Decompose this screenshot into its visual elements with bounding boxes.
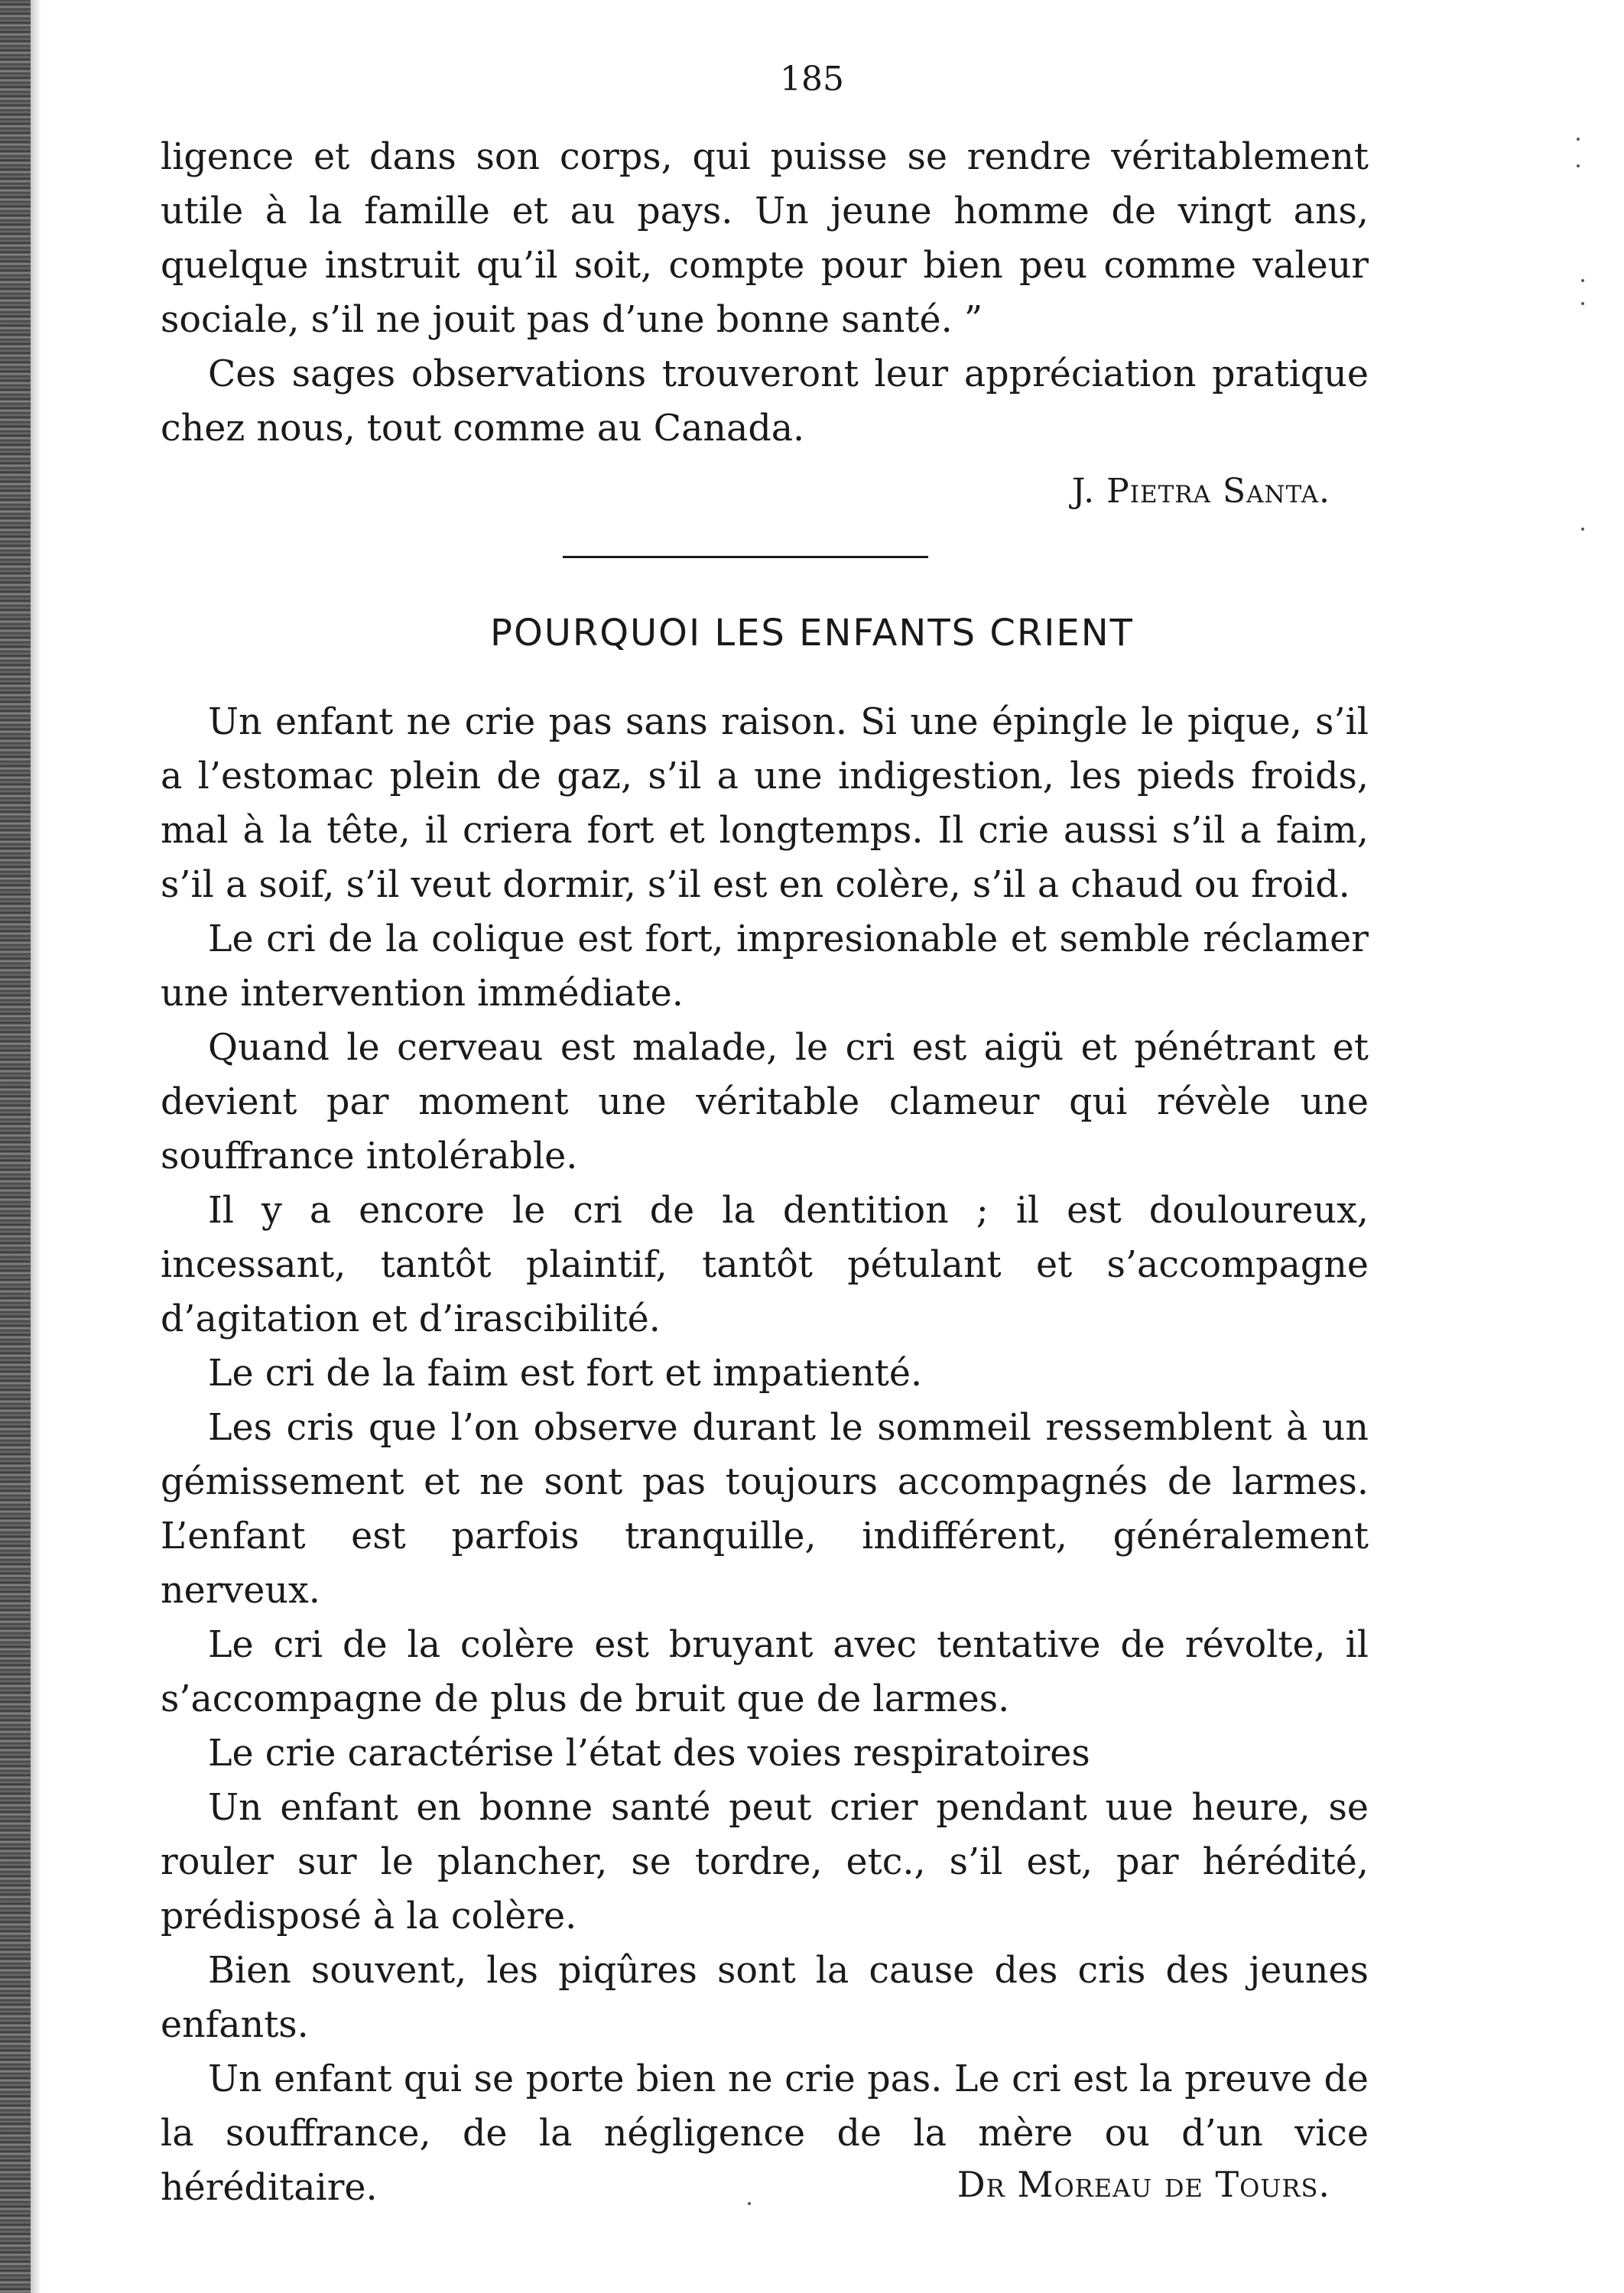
continuation-paragraph: ligence et dans son corps, qui puisse se rendre véritablement utile à la famille et au pays. Un jeune homme de vingt ans, quelque instruit qu’il soit, compte pour bien peu comme valeur sociale, s’il ne jouit pas d’une bonne santé. ” bbox=[161, 136, 1369, 341]
section-divider bbox=[563, 556, 928, 558]
article-paragraph: Le cri de la colère est bruyant avec tentative de révolte, il s’accompagne de plus de bruit que de larmes. bbox=[161, 1624, 1369, 1720]
scan-speck bbox=[1581, 528, 1584, 531]
article-body bbox=[161, 695, 1369, 2215]
continuation-paragraph: Ces sages observations trouveront leur appréciation pratique chez nous, tout comme au Canada. bbox=[161, 353, 1369, 450]
article-paragraph: Les cris que l’on observe durant le sommeil ressemblent à un gémissement et ne sont pas toujours accompagnés de larmes. L’enfant est parfois tranquille, indifférent, généralement nerveux. bbox=[161, 1407, 1369, 1612]
scan-speck bbox=[748, 2202, 751, 2205]
continuation-text bbox=[161, 130, 1369, 456]
article-title: POURQUOI LES ENFANTS CRIENT bbox=[490, 612, 1134, 654]
article-paragraph: Un enfant ne crie pas sans raison. Si une épingle le pique, s’il a l’estomac plein de gaz, s’il a une indigestion, les pieds froids, mal à la tête, il criera fort et longtemps. Il crie aussi s’il a faim, s’il a soif, s’il veut dormir, s’il est en colère, s’il a chaud ou froid. bbox=[161, 701, 1369, 906]
page-number: 185 bbox=[780, 60, 844, 99]
scan-speck bbox=[1581, 302, 1584, 305]
author-signature: J. Pietra Santa. bbox=[1071, 472, 1330, 511]
scan-speck bbox=[1577, 138, 1580, 141]
article-paragraph: Bien souvent, les piqûres sont la cause des cris des jeunes enfants. bbox=[161, 1950, 1369, 2046]
scan-speck bbox=[1577, 164, 1580, 167]
article-paragraph: Quand le cerveau est malade, le cri est aigü et pénétrant et devient par moment une véritable clameur qui révèle une souffrance intolérable. bbox=[161, 1027, 1369, 1177]
scan-speck bbox=[1581, 279, 1584, 282]
scanned-binding-edge bbox=[0, 0, 31, 2293]
article-paragraph: Un enfant qui se porte bien ne crie pas. Le cri est la preuve de la souffrance, de la négligence de la mère ou d’un vice héréditaire. bbox=[161, 2058, 1369, 2209]
article-paragraph: Il y a encore le cri de la dentition ; il est douloureux, incessant, tantôt plaintif, tantôt pétulant et s’accompagne d’agitation et d’irascibilité. bbox=[161, 1190, 1369, 1340]
article-signature: Dr Moreau de Tours. bbox=[957, 2164, 1330, 2205]
article-paragraph: Le cri de la faim est fort et impatienté. bbox=[208, 1353, 923, 1395]
article-paragraph: Le cri de la colique est fort, impresionable et semble réclamer une intervention immédiate. bbox=[161, 918, 1369, 1015]
article-paragraph: Un enfant en bonne santé peut crier pendant uue heure, se rouler sur le plancher, se tordre, etc., s’il est, par hérédité, prédisposé à la colère. bbox=[161, 1787, 1369, 1937]
article-paragraph: Le crie caractérise l’état des voies respiratoires bbox=[208, 1733, 1090, 1775]
